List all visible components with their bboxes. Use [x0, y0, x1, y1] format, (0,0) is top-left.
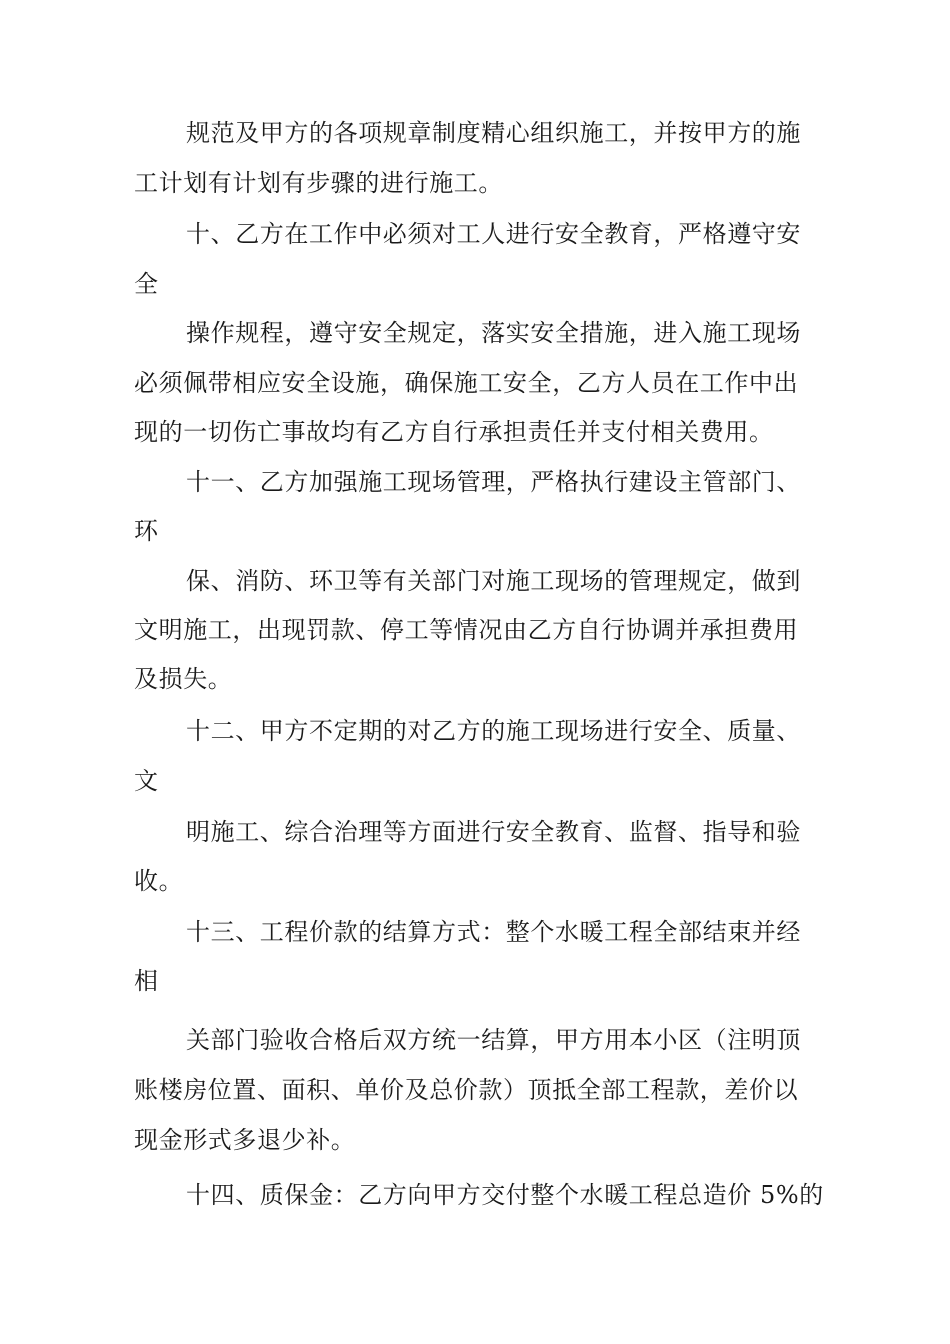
text-line: 十三、工程价款的结算方式：整个水暖工程全部结束并经: [186, 918, 801, 946]
text-line: 必须佩带相应安全设施，确保施工安全，乙方人员在工作中出: [134, 369, 799, 397]
text-line: 全: [134, 270, 159, 298]
text-line: 十四、质保金：乙方向甲方交付整个水暖工程总造价 5%的: [186, 1181, 824, 1209]
text-line: 及损失。: [134, 665, 233, 693]
text-line: 文: [134, 767, 159, 795]
text-line: 操作规程，遵守安全规定，落实安全措施，进入施工现场: [186, 319, 801, 347]
text-line: 文明施工，出现罚款、停工等情况由乙方自行协调并承担费用: [134, 616, 799, 644]
text-line: 账楼房位置、面积、单价及总价款）顶抵全部工程款，差价以: [134, 1076, 799, 1104]
text-line: 明施工、综合治理等方面进行安全教育、监督、指导和验: [186, 818, 801, 846]
text-line: 关部门验收合格后双方统一结算，甲方用本小区（注明顶: [186, 1026, 801, 1054]
text-line: 十二、甲方不定期的对乙方的施工现场进行安全、质量、: [186, 717, 801, 745]
text-line: 十一、乙方加强施工现场管理，严格执行建设主管部门、: [186, 468, 801, 496]
text-line: 十、乙方在工作中必须对工人进行安全教育，严格遵守安: [186, 220, 801, 248]
text-line: 现金形式多退少补。: [134, 1126, 356, 1154]
text-line: 工计划有计划有步骤的进行施工。: [134, 169, 503, 197]
text-line: 现的一切伤亡事故均有乙方自行承担责任并支付相关费用。: [134, 418, 774, 446]
text-line: 环: [134, 517, 159, 545]
text-line: 规范及甲方的各项规章制度精心组织施工，并按甲方的施: [186, 119, 801, 147]
text-line: 保、消防、环卫等有关部门对施工现场的管理规定，做到: [186, 567, 801, 595]
text-line: 收。: [134, 867, 184, 895]
text-line: 相: [134, 967, 159, 995]
